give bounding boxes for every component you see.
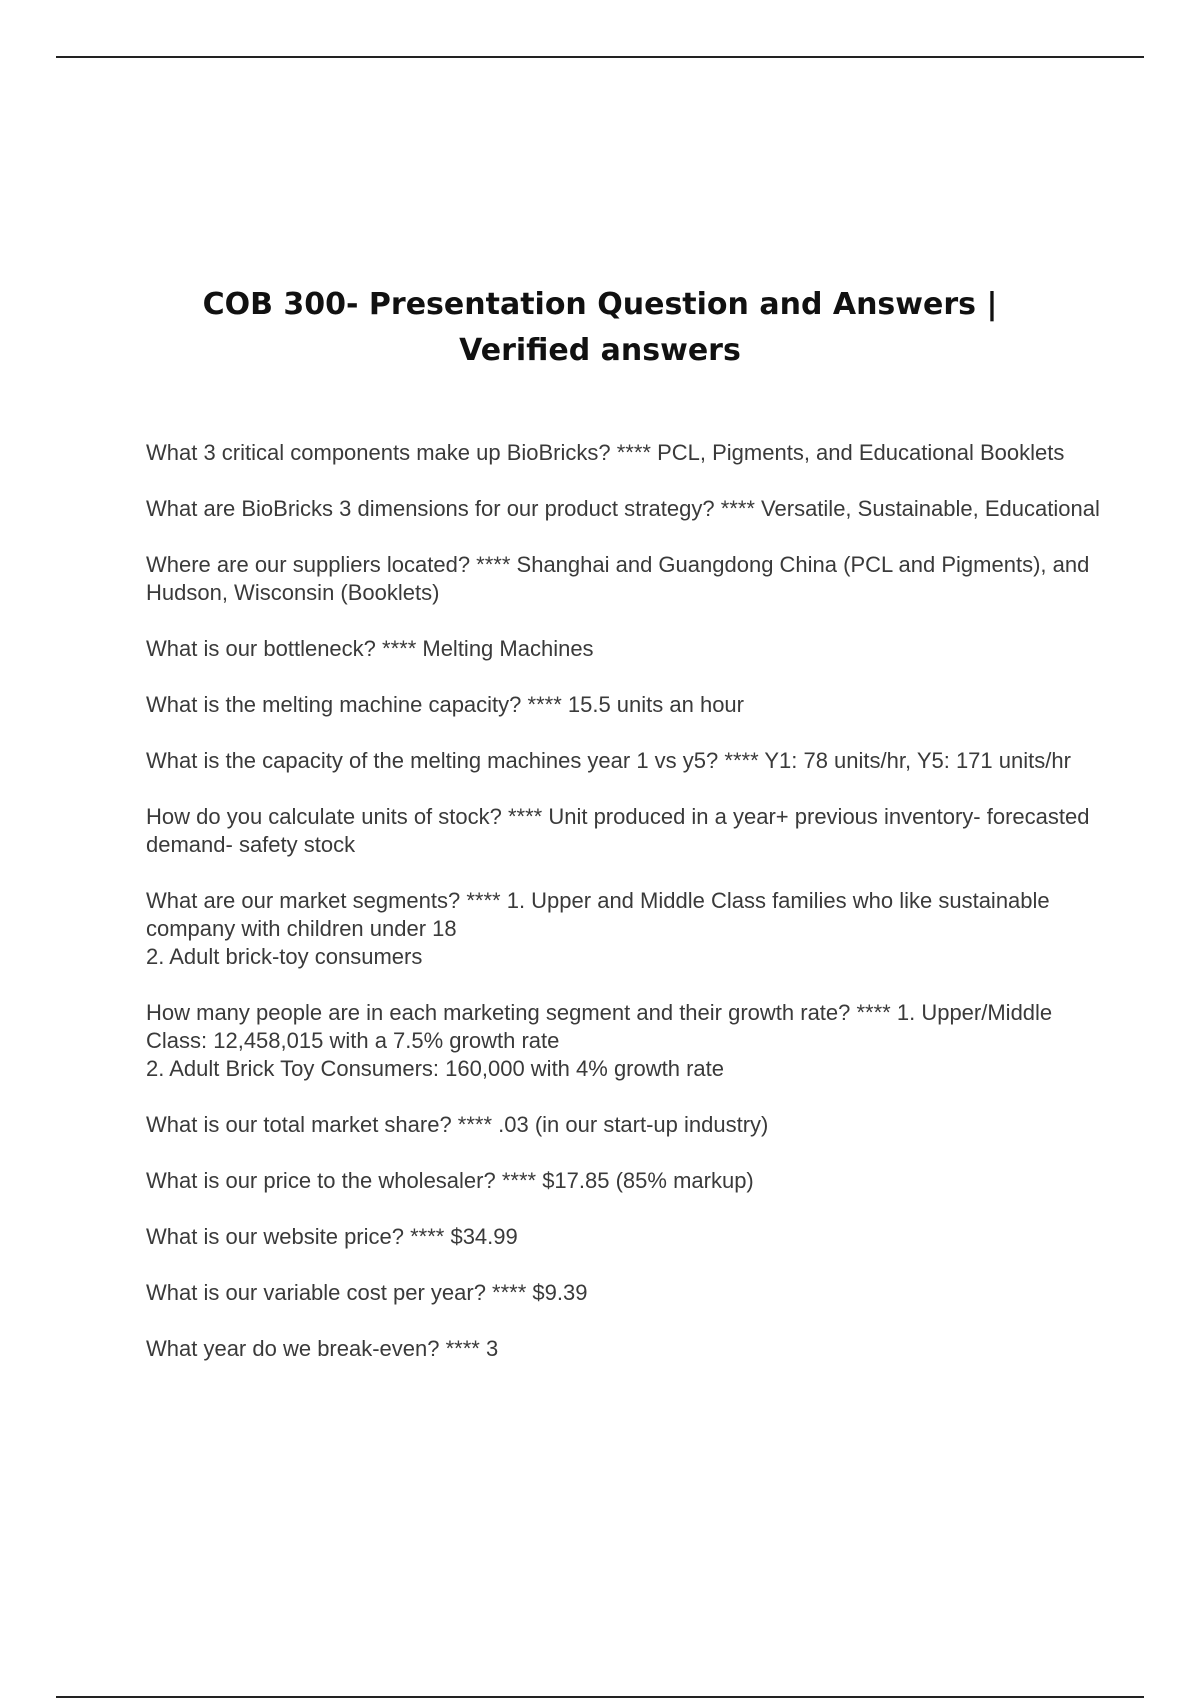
qa-item: What is our website price? **** $34.99 [146, 1224, 518, 1249]
qa-item: How many people are in each marketing segment and their growth rate? **** 1. Upper/Middle Class: 12,458,015 with a 7.5% growth rate 2. Adult Brick Toy Consumers: 160,000 with 4% growth rate [146, 1000, 1053, 1081]
qa-item: What are our market segments? **** 1. Upper and Middle Class families who like sustainable company with children under 18 2. Adult brick-toy consumers [146, 888, 1050, 969]
bottom-divider [56, 1696, 1144, 1698]
qa-item: Where are our suppliers located? **** Shanghai and Guangdong China (PCL and Pigments), and Hudson, Wisconsin (Booklets) [146, 552, 1090, 605]
qa-item: What 3 critical components make up BioBricks? **** PCL, Pigments, and Educational Booklets [146, 440, 1065, 465]
top-divider [56, 56, 1144, 58]
qa-item: What is our bottleneck? **** Melting Machines [146, 636, 594, 661]
qa-item: What is our price to the wholesaler? **** $17.85 (85% markup) [146, 1168, 754, 1193]
qa-item: What year do we break-even? **** 3 [146, 1336, 499, 1361]
document-title: COB 300- Presentation Question and Answers | Verified answers [202, 287, 998, 368]
qa-item: What is the capacity of the melting machines year 1 vs y5? **** Y1: 78 units/hr, Y5: 171 units/hr [146, 748, 1071, 773]
qa-list [146, 439, 1106, 1391]
qa-item: What is our variable cost per year? **** $9.39 [146, 1280, 588, 1305]
qa-item: What is our total market share? **** .03 (in our start-up industry) [146, 1112, 769, 1137]
qa-item: What are BioBricks 3 dimensions for our product strategy? **** Versatile, Sustainable, Educational [146, 496, 1100, 521]
qa-item: What is the melting machine capacity? **** 15.5 units an hour [146, 692, 744, 717]
qa-item: How do you calculate units of stock? **** Unit produced in a year+ previous inventory- forecasted demand- safety stock [146, 804, 1090, 857]
